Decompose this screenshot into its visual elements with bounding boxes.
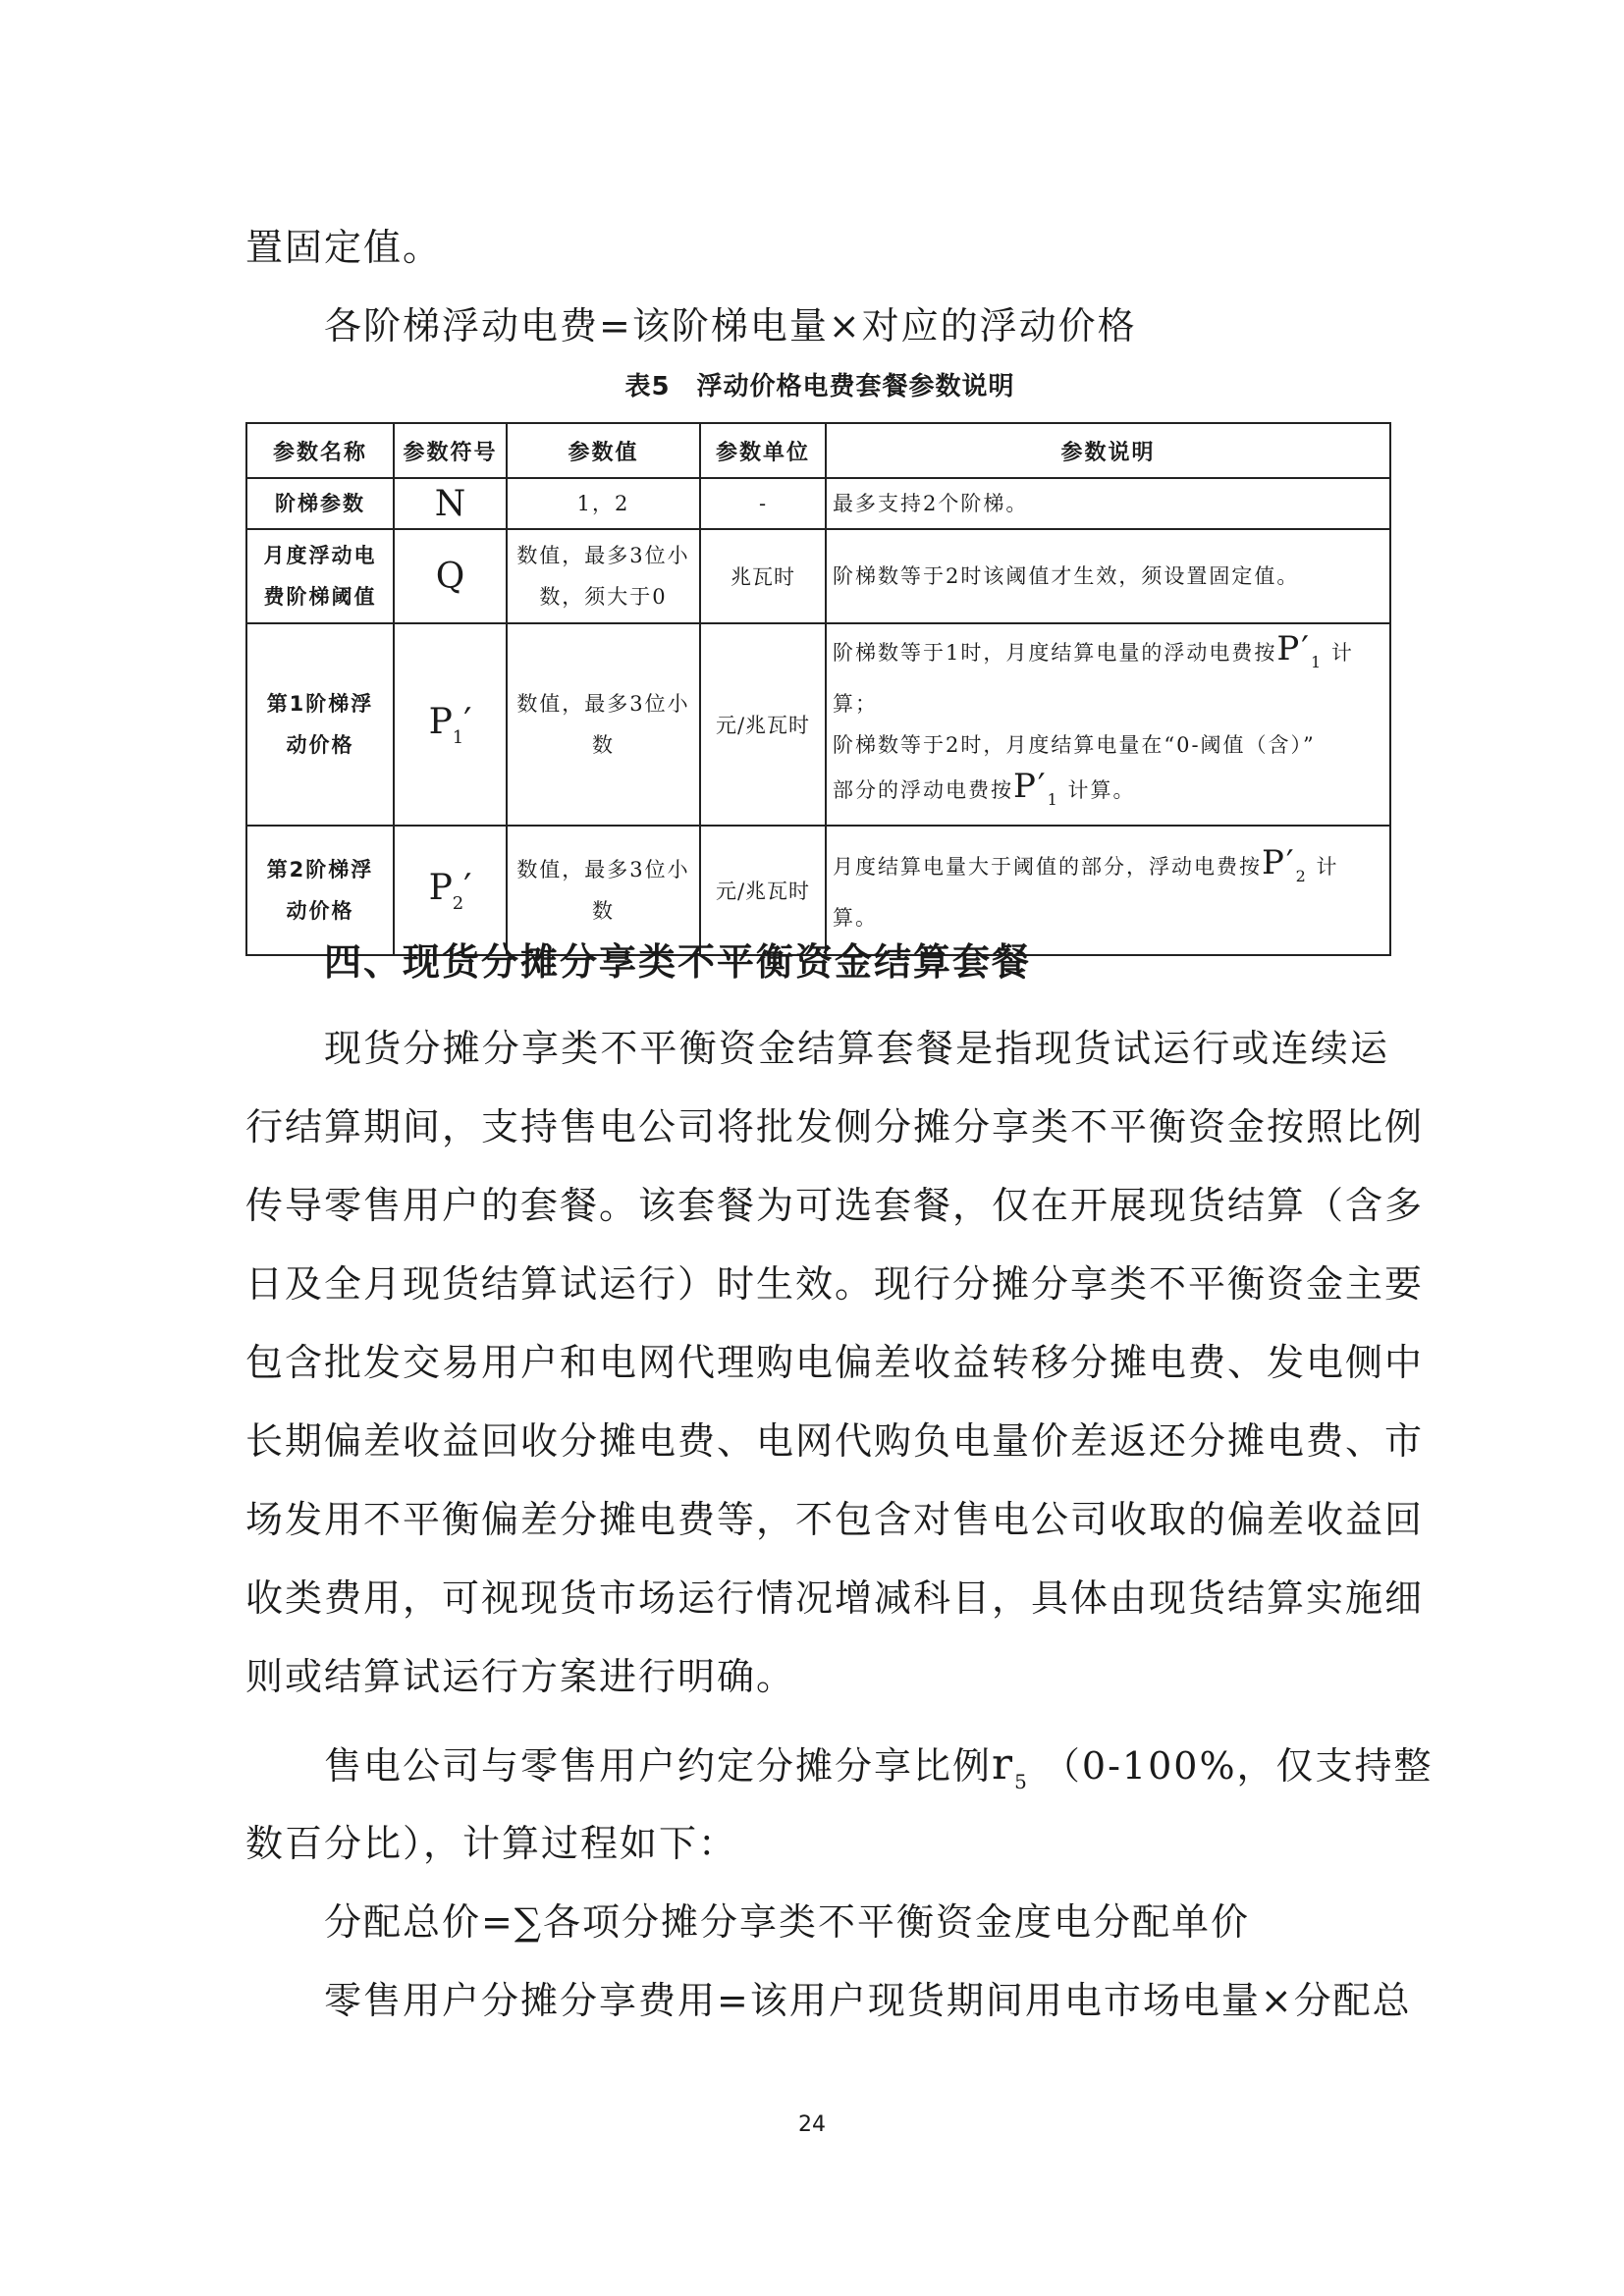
symbol-subscript: 1 bbox=[1047, 790, 1059, 809]
paragraph-text: 收类费用，可视现货市场运行情况增减科目，具体由现货结算实施细 bbox=[245, 1576, 1425, 1620]
table-row bbox=[246, 529, 1390, 623]
table-row bbox=[246, 623, 1390, 826]
param-value-part: 数，须大于0 bbox=[539, 585, 668, 609]
header-cell: 参数值 bbox=[507, 423, 700, 478]
table-row bbox=[246, 478, 1390, 529]
paragraph-line bbox=[324, 1019, 1389, 1078]
param-desc bbox=[826, 623, 1390, 826]
desc-text: 计 bbox=[1316, 855, 1339, 879]
table-header-row bbox=[246, 423, 1390, 478]
header-cell: 参数名称 bbox=[246, 423, 394, 478]
desc-text: 计算。 bbox=[1067, 778, 1136, 802]
symbol-letter: P bbox=[1276, 629, 1302, 668]
inline-symbol bbox=[1013, 767, 1059, 809]
parameter-table bbox=[245, 422, 1391, 956]
desc-text: 月度结算电量大于阈值的部分，浮动电费按 bbox=[833, 855, 1262, 879]
inline-symbol bbox=[1276, 629, 1324, 671]
param-desc: 最多支持2个阶梯。 bbox=[826, 478, 1390, 529]
symbol-subscript: 1 bbox=[1310, 653, 1324, 671]
param-unit: 兆瓦时 bbox=[700, 529, 826, 623]
param-unit: - bbox=[700, 478, 826, 529]
param-name: 阶梯参数 bbox=[246, 478, 394, 529]
param-value bbox=[507, 529, 700, 623]
symbol-letter: P bbox=[1013, 767, 1038, 806]
desc-text: 计 bbox=[1330, 641, 1354, 665]
symbol-prime: ′ bbox=[463, 867, 472, 908]
paragraph-line bbox=[245, 1490, 1425, 1549]
desc-text: 算； bbox=[833, 692, 878, 716]
param-value-part: 数 bbox=[592, 899, 615, 923]
desc-text: 算。 bbox=[833, 906, 878, 930]
page-number: 24 bbox=[798, 2112, 826, 2137]
param-name-part: 第1阶梯浮 bbox=[266, 692, 374, 716]
param-desc: 阶梯数等于2时该阈值才生效，须设置固定值。 bbox=[826, 529, 1390, 623]
formula-line: 各阶梯浮动电费=该阶梯电量×对应的浮动价格 bbox=[324, 304, 1137, 347]
paragraph-text: 日及全月现货结算试运行）时生效。现行分摊分享类不平衡资金主要 bbox=[245, 1262, 1425, 1306]
paragraph-text: 传导零售用户的套餐。该套餐为可选套餐，仅在开展现货结算（含多 bbox=[245, 1184, 1425, 1227]
desc-text: 阶梯数等于2时，月度结算电量在“0-阈值（含）” bbox=[833, 733, 1316, 757]
symbol-prime: ′ bbox=[1285, 843, 1296, 882]
symbol-prime: ′ bbox=[1301, 629, 1311, 668]
text-line: 置固定值。 bbox=[245, 226, 443, 269]
paragraph-text: 长期偏差收益回收分摊电费、电网代购负电量价差返还分摊电费、市 bbox=[245, 1419, 1425, 1463]
paragraph-line bbox=[324, 1735, 1434, 1811]
param-name-part: 费阶梯阈值 bbox=[263, 585, 377, 609]
param-value: 1，2 bbox=[507, 478, 700, 529]
symbol-subscript: 2 bbox=[1295, 867, 1308, 885]
symbol-letter: P bbox=[428, 867, 453, 908]
param-value-part: 数值，最多3位小 bbox=[516, 858, 690, 881]
param-symbol: N bbox=[394, 478, 507, 529]
symbol-letter: P bbox=[428, 701, 453, 742]
paragraph-line bbox=[245, 1333, 1425, 1392]
paragraph-line bbox=[245, 1097, 1425, 1156]
symbol-subscript: 5 bbox=[1014, 1770, 1029, 1793]
paragraph-text: 场发用不平衡偏差分摊电费等，不包含对售电公司收取的偏差收益回 bbox=[245, 1498, 1425, 1541]
param-name bbox=[246, 623, 394, 826]
param-name-part: 第2阶梯浮 bbox=[266, 858, 374, 881]
paragraph-line bbox=[245, 1176, 1425, 1235]
desc-text: 部分的浮动电费按 bbox=[833, 778, 1013, 802]
formula-line: 分配总价=∑各项分摊分享类不平衡资金度电分配单价 bbox=[324, 1900, 1250, 1944]
section-heading: 四、现货分摊分享类不平衡资金结算套餐 bbox=[324, 940, 1032, 984]
formula-line bbox=[324, 1971, 1412, 2030]
table-caption: 表5 浮动价格电费套餐参数说明 bbox=[624, 372, 1015, 401]
paragraph-text: （0-100%，仅支持整 bbox=[1042, 1744, 1434, 1788]
paragraph-text: 现货分摊分享类不平衡资金结算套餐是指现货试运行或连续运 bbox=[324, 1027, 1389, 1070]
param-value-part: 数 bbox=[592, 733, 615, 757]
desc-text: 阶梯数等于1时，月度结算电量的浮动电费按 bbox=[833, 641, 1277, 665]
param-value-part: 数值，最多3位小 bbox=[516, 544, 690, 567]
symbol-prime: ′ bbox=[1037, 767, 1048, 806]
ratio-symbol bbox=[992, 1739, 1029, 1793]
header-cell: 参数单位 bbox=[700, 423, 826, 478]
paragraph-text: 行结算期间，支持售电公司将批发侧分摊分享类不平衡资金按照比例 bbox=[245, 1105, 1425, 1148]
param-symbol bbox=[394, 623, 507, 826]
paragraph-line: 则或结算试运行方案进行明确。 bbox=[245, 1655, 796, 1698]
inline-symbol bbox=[1262, 843, 1308, 885]
param-name-part: 动价格 bbox=[286, 733, 354, 757]
paragraph-text: 售电公司与零售用户约定分摊分享比例 bbox=[324, 1744, 993, 1788]
param-unit: 元/兆瓦时 bbox=[700, 826, 826, 955]
param-name-part: 动价格 bbox=[286, 899, 354, 923]
paragraph-line bbox=[245, 1569, 1425, 1628]
symbol-subscript: 1 bbox=[452, 726, 464, 748]
symbol-letter: r bbox=[992, 1739, 1015, 1789]
param-value bbox=[507, 623, 700, 826]
param-name bbox=[246, 529, 394, 623]
param-name-part: 月度浮动电 bbox=[263, 544, 377, 567]
symbol-prime: ′ bbox=[463, 701, 472, 742]
paragraph-line: 数百分比），计算过程如下： bbox=[245, 1822, 738, 1865]
formula-text: 零售用户分摊分享费用=该用户现货期间用电市场电量×分配总 bbox=[324, 1979, 1412, 2022]
param-symbol: Q bbox=[394, 529, 507, 623]
param-unit: 元/兆瓦时 bbox=[700, 623, 826, 826]
symbol-subscript: 2 bbox=[452, 892, 464, 914]
param-value-part: 数值，最多3位小 bbox=[516, 692, 690, 716]
symbol-letter: P bbox=[1262, 843, 1286, 882]
paragraph-text: 包含批发交易用户和电网代理购电偏差收益转移分摊电费、发电侧中 bbox=[245, 1341, 1425, 1384]
header-cell: 参数符号 bbox=[394, 423, 507, 478]
paragraph-line bbox=[245, 1255, 1425, 1313]
header-cell: 参数说明 bbox=[826, 423, 1390, 478]
paragraph-line bbox=[245, 1412, 1425, 1470]
